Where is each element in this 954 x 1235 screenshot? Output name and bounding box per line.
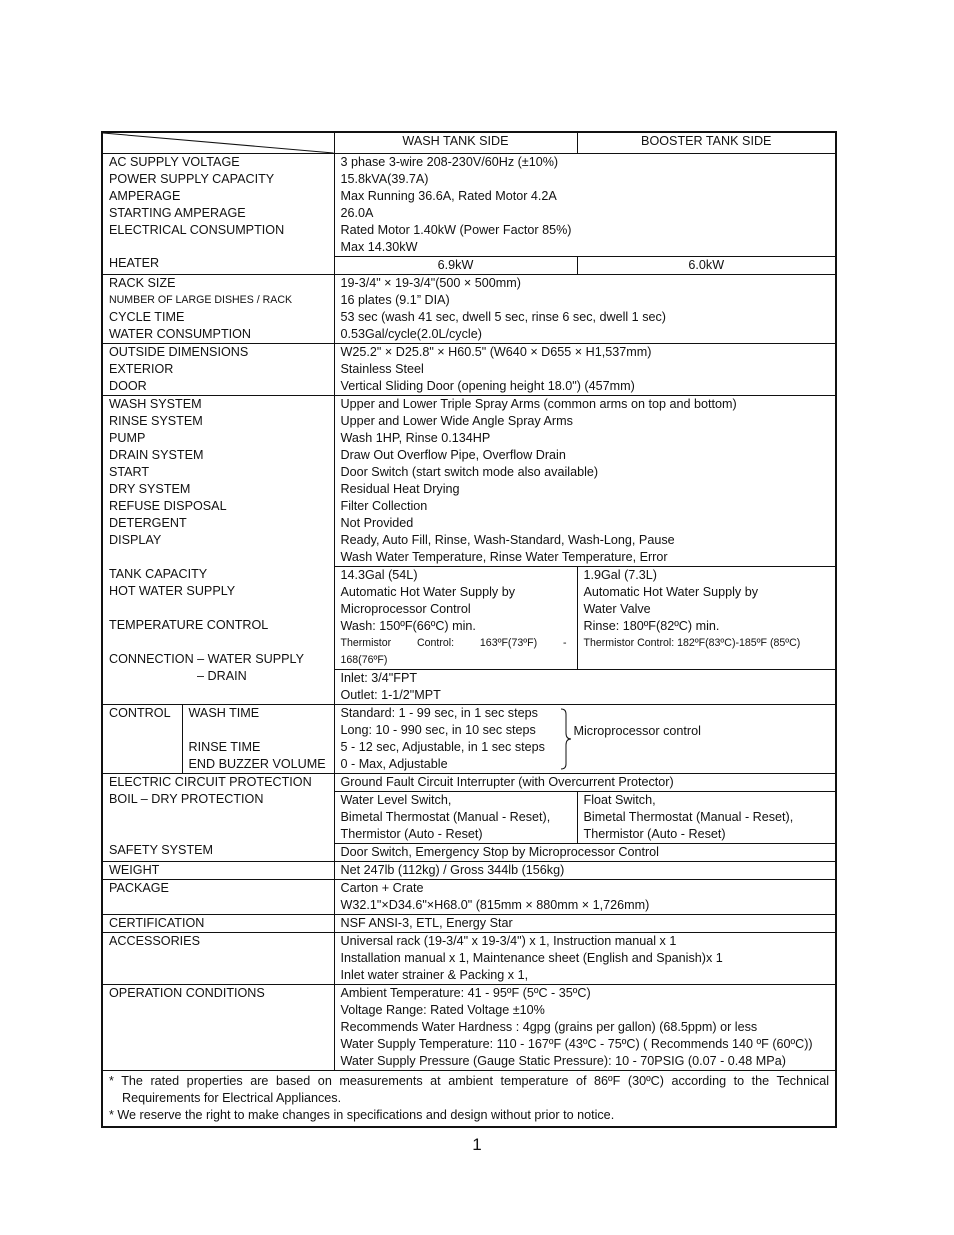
curly-brace-icon (559, 708, 573, 770)
value-accessories-3: Inlet water strainer & Packing x 1, (340, 968, 529, 982)
control-sublabels (182, 705, 334, 774)
wash-hot-water-line2: Microprocessor Control (340, 602, 471, 616)
value-power-supply-capacity: 15.8kVA(39.7A) (340, 172, 429, 186)
label-certification: CERTIFICATION (102, 915, 334, 933)
booster-rinse-min: Rinse: 180ºF(82ºC) min. (583, 619, 720, 633)
diagonal-line (103, 133, 334, 153)
dimensions-labels (102, 344, 334, 396)
label-package: PACKAGE (102, 880, 334, 915)
value-door: Vertical Sliding Door (opening height 18.0") (457mm) (340, 379, 635, 393)
boil-dry-booster-values (577, 792, 836, 844)
wash-thermistor-control: Thermistor Control: 163ºF(73ºF) - (340, 637, 567, 649)
value-wash-long: Long: 10 - 990 sec, in 10 sec steps (340, 723, 536, 737)
label-electric-circuit-protection: ELECTRIC CIRCUIT PROTECTION (109, 775, 312, 789)
footnotes (102, 1071, 836, 1128)
value-buzzer-volume: 0 - Max, Adjustable (340, 757, 448, 771)
booster-thermistor: Thermistor (Auto - Reset) (583, 827, 726, 841)
value-package-type: Carton + Crate (340, 881, 424, 895)
value-amperage: Max Running 36.6A, Rated Motor 4.2A (340, 189, 557, 203)
heater-wash-value: 6.9kW (334, 257, 577, 275)
label-dry-system: DRY SYSTEM (109, 482, 191, 496)
booster-tank-side-header: BOOSTER TANK SIDE (577, 132, 836, 154)
label-control: CONTROL (102, 705, 182, 774)
systems-row (102, 396, 836, 567)
label-wash-time: WASH TIME (188, 706, 260, 720)
connection-inlet: Inlet: 3/4"FPT (340, 671, 418, 685)
label-rinse-system: RINSE SYSTEM (109, 414, 203, 428)
footnote-rated-properties: * The rated properties are based on measurements at ambient temperature of 86ºF (30ºC) according to the Technical Requirements for Electrical Appliances. (109, 1074, 829, 1105)
label-drain-system: DRAIN SYSTEM (109, 448, 204, 462)
power-values (334, 154, 836, 257)
rack-labels (102, 275, 334, 344)
label-power-supply-capacity: POWER SUPPLY CAPACITY (109, 172, 275, 186)
wash-water-level-switch: Water Level Switch, (340, 793, 452, 807)
value-large-dishes: 16 plates (9.1” DIA) (340, 293, 450, 307)
label-safety-system: SAFETY SYSTEM (109, 843, 214, 857)
value-water-supply-pressure: Water Supply Pressure (Gauge Static Pressure): 10 - 70PSIG (0.07 - 0.48 MPa) (340, 1054, 786, 1068)
value-water-hardness: Recommends Water Hardness : 4gpg (grains per gallon) (68.5ppm) or less (340, 1020, 758, 1034)
value-detergent: Not Provided (340, 516, 414, 530)
label-amperage: AMPERAGE (109, 189, 181, 203)
certification-row (102, 915, 836, 933)
value-starting-amperage: 26.0A (340, 206, 374, 220)
rack-values (334, 275, 836, 344)
diagonal-corner-cell (102, 132, 334, 154)
dimensions-row (102, 344, 836, 396)
value-rack-size: 19-3/4" × 19-3/4"(500 × 500mm) (340, 276, 521, 290)
value-weight: Net 247lb (112kg) / Gross 344lb (156kg) (334, 862, 836, 880)
value-package-dimensions: W32.1"×D34.6"×H68.0" (815mm × 880mm × 1,726mm) (340, 898, 650, 912)
systems-values (334, 396, 836, 567)
operation-values (334, 985, 836, 1071)
label-exterior: EXTERIOR (109, 362, 174, 376)
label-cycle-time: CYCLE TIME (109, 310, 185, 324)
value-cycle-time: 53 sec (wash 41 sec, dwell 5 sec, rinse 6 sec, dwell 1 sec) (340, 310, 666, 324)
booster-tank-capacity: 1.9Gal (7.3L) (583, 568, 658, 582)
value-ac-supply-voltage: 3 phase 3-wire 208-230V/60Hz (±10%) (340, 155, 559, 169)
booster-thermistor-control: Thermistor Control: 182ºF(83ºC)-185ºF (85ºC) (583, 637, 801, 649)
label-operation-conditions: OPERATION CONDITIONS (102, 985, 334, 1071)
value-accessories-2: Installation manual x 1, Maintenance sheet (English and Spanish)x 1 (340, 951, 723, 965)
label-wash-system: WASH SYSTEM (109, 397, 202, 411)
footnote-reserve-right: * We reserve the right to make changes in specifications and design without prior to notice. (109, 1108, 615, 1122)
connection-values (334, 670, 836, 705)
footnotes-row (102, 1071, 836, 1128)
value-rinse-time: 5 - 12 sec, Adjustable, in 1 sec steps (340, 740, 545, 754)
wash-tank-side-header: WASH TANK SIDE (334, 132, 577, 154)
tank-wash-values (334, 567, 577, 670)
value-max-consumption: Max 14.30kW (340, 240, 418, 254)
package-row (102, 880, 836, 915)
label-boil-dry-protection: BOIL – DRY PROTECTION (109, 792, 264, 806)
booster-float-switch: Float Switch, (583, 793, 656, 807)
power-labels (102, 154, 334, 275)
wash-bimetal-thermostat: Bimetal Thermostat (Manual - Reset), (340, 810, 551, 824)
value-rinse-system: Upper and Lower Wide Angle Spray Arms (340, 414, 573, 428)
label-electrical-consumption: ELECTRICAL CONSUMPTION (109, 223, 285, 237)
value-ambient-temperature: Ambient Temperature: 41 - 95ºF (5ºC - 35ºC) (340, 986, 591, 1000)
wash-temp-min: Wash: 150ºF(66ºC) min. (340, 619, 476, 633)
microprocessor-control-note: Microprocessor control (573, 724, 701, 738)
systems-labels (102, 396, 334, 705)
wash-tank-capacity: 14.3Gal (54L) (340, 568, 418, 582)
label-display: DISPLAY (109, 533, 162, 547)
label-connection-drain: – DRAIN (197, 669, 247, 683)
label-connection-water-supply: CONNECTION – WATER SUPPLY (109, 652, 304, 666)
value-wash-system: Upper and Lower Triple Spray Arms (common arms on top and bottom) (340, 397, 737, 411)
label-weight: WEIGHT (102, 862, 334, 880)
value-wash-standard: Standard: 1 - 99 sec, in 1 sec steps (340, 706, 538, 720)
heater-booster-value: 6.0kW (577, 257, 836, 275)
value-safety-system: Door Switch, Emergency Stop by Microprocessor Control (334, 844, 836, 862)
label-heater: HEATER (109, 256, 160, 270)
specifications-table (101, 131, 837, 1128)
wash-thermistor-end: 168(76ºF) (340, 654, 388, 666)
wash-thermistor: Thermistor (Auto - Reset) (340, 827, 483, 841)
label-ac-supply-voltage: AC SUPPLY VOLTAGE (109, 155, 240, 169)
value-dry-system: Residual Heat Drying (340, 482, 460, 496)
value-pump: Wash 1HP, Rinse 0.134HP (340, 431, 491, 445)
value-drain-system: Draw Out Overflow Pipe, Overflow Drain (340, 448, 566, 462)
control-row (102, 705, 836, 774)
booster-bimetal-thermostat: Bimetal Thermostat (Manual - Reset), (583, 810, 794, 824)
booster-hot-water-line2: Water Valve (583, 602, 651, 616)
rack-row (102, 275, 836, 344)
label-rinse-time: RINSE TIME (188, 740, 261, 754)
value-water-supply-temperature: Water Supply Temperature: 110 - 167ºF (43ºC - 75ºC) ( Recommends 140 ºF (60ºC)) (340, 1037, 813, 1051)
accessories-row (102, 933, 836, 985)
label-outside-dimensions: OUTSIDE DIMENSIONS (109, 345, 249, 359)
label-pump: PUMP (109, 431, 146, 445)
label-starting-amperage: STARTING AMPERAGE (109, 206, 246, 220)
label-temperature-control: TEMPERATURE CONTROL (109, 618, 269, 632)
weight-row (102, 862, 836, 880)
power-row (102, 154, 836, 257)
label-door: DOOR (109, 379, 147, 393)
value-start: Door Switch (start switch mode also available) (340, 465, 599, 479)
value-outside-dimensions: W25.2" × D25.8" × H60.5" (W640 × D655 × H1,537mm) (340, 345, 652, 359)
operation-row (102, 985, 836, 1071)
value-circuit-protection: Ground Fault Circuit Interrupter (with Overcurrent Protector) (334, 774, 836, 792)
booster-hot-water-line1: Automatic Hot Water Supply by (583, 585, 759, 599)
label-end-buzzer-volume: END BUZZER VOLUME (188, 757, 326, 771)
boil-dry-wash-values (334, 792, 577, 844)
label-tank-capacity: TANK CAPACITY (109, 567, 208, 581)
accessories-values (334, 933, 836, 985)
label-detergent: DETERGENT (109, 516, 187, 530)
value-voltage-range: Voltage Range: Rated Voltage ±10% (340, 1003, 545, 1017)
connection-outlet: Outlet: 1-1/2"MPT (340, 688, 441, 702)
label-water-consumption: WATER CONSUMPTION (109, 327, 252, 341)
circuit-protection-row (102, 774, 836, 792)
label-start: START (109, 465, 150, 479)
label-accessories: ACCESSORIES (102, 933, 334, 985)
header-row (102, 132, 836, 154)
package-values (334, 880, 836, 915)
value-refuse-disposal: Filter Collection (340, 499, 428, 513)
page-number: 1 (472, 1135, 482, 1154)
value-display-temps: Wash Water Temperature, Rinse Water Temperature, Error (340, 550, 668, 564)
value-certification: NSF ANSI-3, ETL, Energy Star (334, 915, 836, 933)
value-exterior: Stainless Steel (340, 362, 424, 376)
dimensions-values (334, 344, 836, 396)
label-refuse-disposal: REFUSE DISPOSAL (109, 499, 227, 513)
control-values (334, 705, 836, 774)
value-display-status: Ready, Auto Fill, Rinse, Wash-Standard, Wash-Long, Pause (340, 533, 675, 547)
label-hot-water-supply: HOT WATER SUPPLY (109, 584, 236, 598)
value-water-consumption: 0.53Gal/cycle(2.0L/cycle) (340, 327, 482, 341)
wash-hot-water-line1: Automatic Hot Water Supply by (340, 585, 516, 599)
tank-booster-values (577, 567, 836, 670)
label-rack-size: RACK SIZE (109, 276, 176, 290)
protection-labels (102, 774, 334, 862)
value-accessories-1: Universal rack (19-3/4" x 19-3/4") x 1, Instruction manual x 1 (340, 934, 677, 948)
value-rated-motor: Rated Motor 1.40kW (Power Factor 85%) (340, 223, 572, 237)
spec-sheet (101, 131, 837, 1128)
label-large-dishes: NUMBER OF LARGE DISHES / RACK (109, 294, 293, 306)
